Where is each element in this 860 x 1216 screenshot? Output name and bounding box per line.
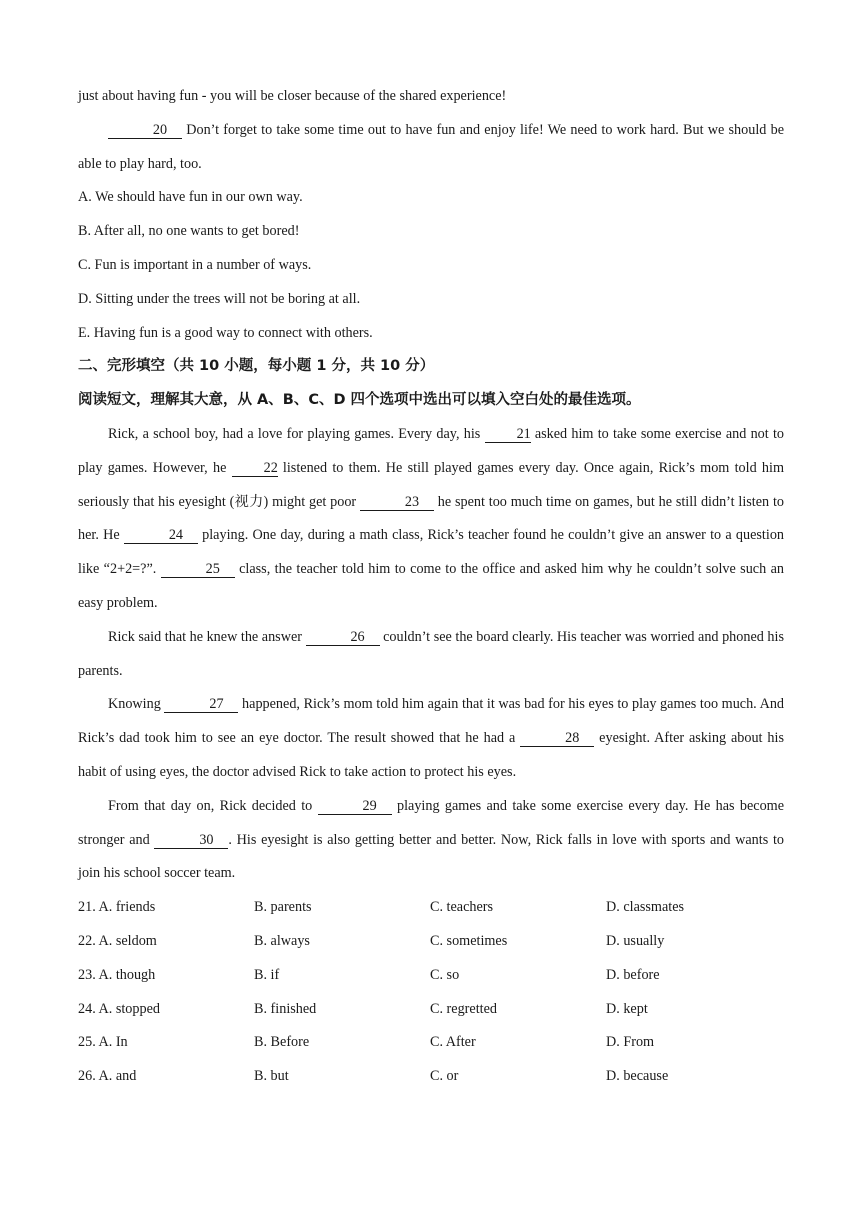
passage-text: Rick said that he knew the answer xyxy=(108,628,306,645)
blank-27: 27 xyxy=(164,697,238,713)
choice-c: C. so xyxy=(430,966,460,983)
passage-text: happened, Rick’s mom told him again that it was bad for his eyes to play games too much. And Rick’s dad took him to see an eye doctor. The result showed that he had a xyxy=(78,696,785,747)
passage-text: Rick, a school boy, had a love for playing games. Every day, his xyxy=(108,425,485,442)
choice-c: C. regretted xyxy=(430,1000,497,1017)
choice-d: D. because xyxy=(606,1068,669,1085)
choice-a: 24. A. stopped xyxy=(78,1000,160,1017)
choice-c: C. teachers xyxy=(430,899,494,916)
question-row-21 xyxy=(78,891,784,925)
continued-paragraph: just about having fun - you will be closer because of the shared experience! xyxy=(78,88,507,104)
blank-24: 24 xyxy=(124,528,198,544)
choice-a: 21. A. friends xyxy=(78,899,156,916)
choice-b: B. if xyxy=(254,966,280,983)
passage-text: listened to them. He still played games every day. Once again, Rick’s mom told him seriously that his eyesight (视力) might get poor xyxy=(78,459,784,510)
passage-paragraph-2 xyxy=(78,621,784,689)
choice-a: 26. A. and xyxy=(78,1068,137,1085)
choice-b: B. but xyxy=(254,1068,289,1085)
choice-c: C. sometimes xyxy=(430,932,508,949)
passage-paragraph-3 xyxy=(78,688,784,789)
question-row-26 xyxy=(78,1060,784,1094)
option-b: B. After all, no one wants to get bored! xyxy=(78,223,300,240)
blank-20: 20 xyxy=(108,123,182,139)
question-row-25 xyxy=(78,1026,784,1060)
choice-a: 25. A. In xyxy=(78,1034,128,1051)
passage-text: Knowing xyxy=(108,696,165,713)
choice-b: B. always xyxy=(254,932,310,949)
choice-b: B. parents xyxy=(254,899,312,916)
passage-text: playing games and take some exercise every day. He has become stronger and xyxy=(78,797,784,848)
blank-21: 21 xyxy=(485,427,531,443)
choice-d: D. before xyxy=(606,966,660,983)
passage-text: asked him to take some exercise and not to play games. However, he xyxy=(78,425,784,476)
passage-text: playing. One day, during a math class, Rick’s teacher found he couldn’t give an answer to a question like “2+2=?”. xyxy=(78,527,785,578)
choice-d: D. kept xyxy=(606,1000,648,1017)
choice-a: 23. A. though xyxy=(78,966,156,983)
choice-c: C. After xyxy=(430,1034,476,1051)
blank-30: 30 xyxy=(154,833,228,849)
choice-d: D. From xyxy=(606,1034,655,1051)
option-d: D. Sitting under the trees will not be boring at all. xyxy=(78,290,361,307)
passage-text: couldn’t see the board clearly. His teacher was worried and phoned his parents. xyxy=(78,628,784,679)
question-options-list xyxy=(78,891,784,1094)
blank-23: 23 xyxy=(360,495,434,511)
choice-a: 22. A. seldom xyxy=(78,932,157,949)
section-instruction: 阅读短文，理解其大意，从 A、B、C、D 四个选项中选出可以填入空白处的最佳选项。 xyxy=(78,392,641,409)
choice-c: C. or xyxy=(430,1068,459,1085)
passage-text: class, the teacher told him to come to the office and asked him why he couldn’t solve such an easy problem. xyxy=(78,561,784,611)
blank-25: 25 xyxy=(161,562,235,578)
choice-d: D. usually xyxy=(606,932,665,949)
passage-text: . His eyesight is also getting better and better. Now, Rick falls in love with sports and wants to join his school soccer team. xyxy=(78,831,784,882)
page-content xyxy=(78,80,784,1094)
blank-26: 26 xyxy=(306,630,380,646)
option-c: C. Fun is important in a number of ways. xyxy=(78,256,312,273)
question-row-24 xyxy=(78,993,784,1027)
choice-b: B. finished xyxy=(254,1000,317,1017)
passage-text: he spent too much time on games, but he still didn’t listen to her. He xyxy=(78,493,784,544)
blank-28: 28 xyxy=(520,731,594,747)
choice-b: B. Before xyxy=(254,1034,310,1051)
blank-29: 29 xyxy=(318,799,392,815)
section-title: 二、完形填空（共 10 小题，每小题 1 分，共 10 分） xyxy=(78,358,435,375)
paragraph-q20 xyxy=(78,114,784,182)
blank-22: 22 xyxy=(232,461,278,477)
choice-d: D. classmates xyxy=(606,899,685,916)
question-row-22 xyxy=(78,925,784,959)
question-row-23 xyxy=(78,959,784,993)
option-a: A. We should have fun in our own way. xyxy=(78,189,303,206)
passage-paragraph-1 xyxy=(78,418,784,621)
passage-text: From that day on, Rick decided to xyxy=(108,797,318,814)
passage-text: eyesight. After asking about his habit of using eyes, the doctor advised Rick to take action to protect his eyes. xyxy=(78,730,784,780)
paragraph-q20-text: Don’t forget to take some time out to have fun and enjoy life! We need to work hard. But we should be able to play hard, too. xyxy=(78,121,784,172)
option-e: E. Having fun is a good way to connect with others. xyxy=(78,324,373,341)
passage-paragraph-4 xyxy=(78,790,784,891)
